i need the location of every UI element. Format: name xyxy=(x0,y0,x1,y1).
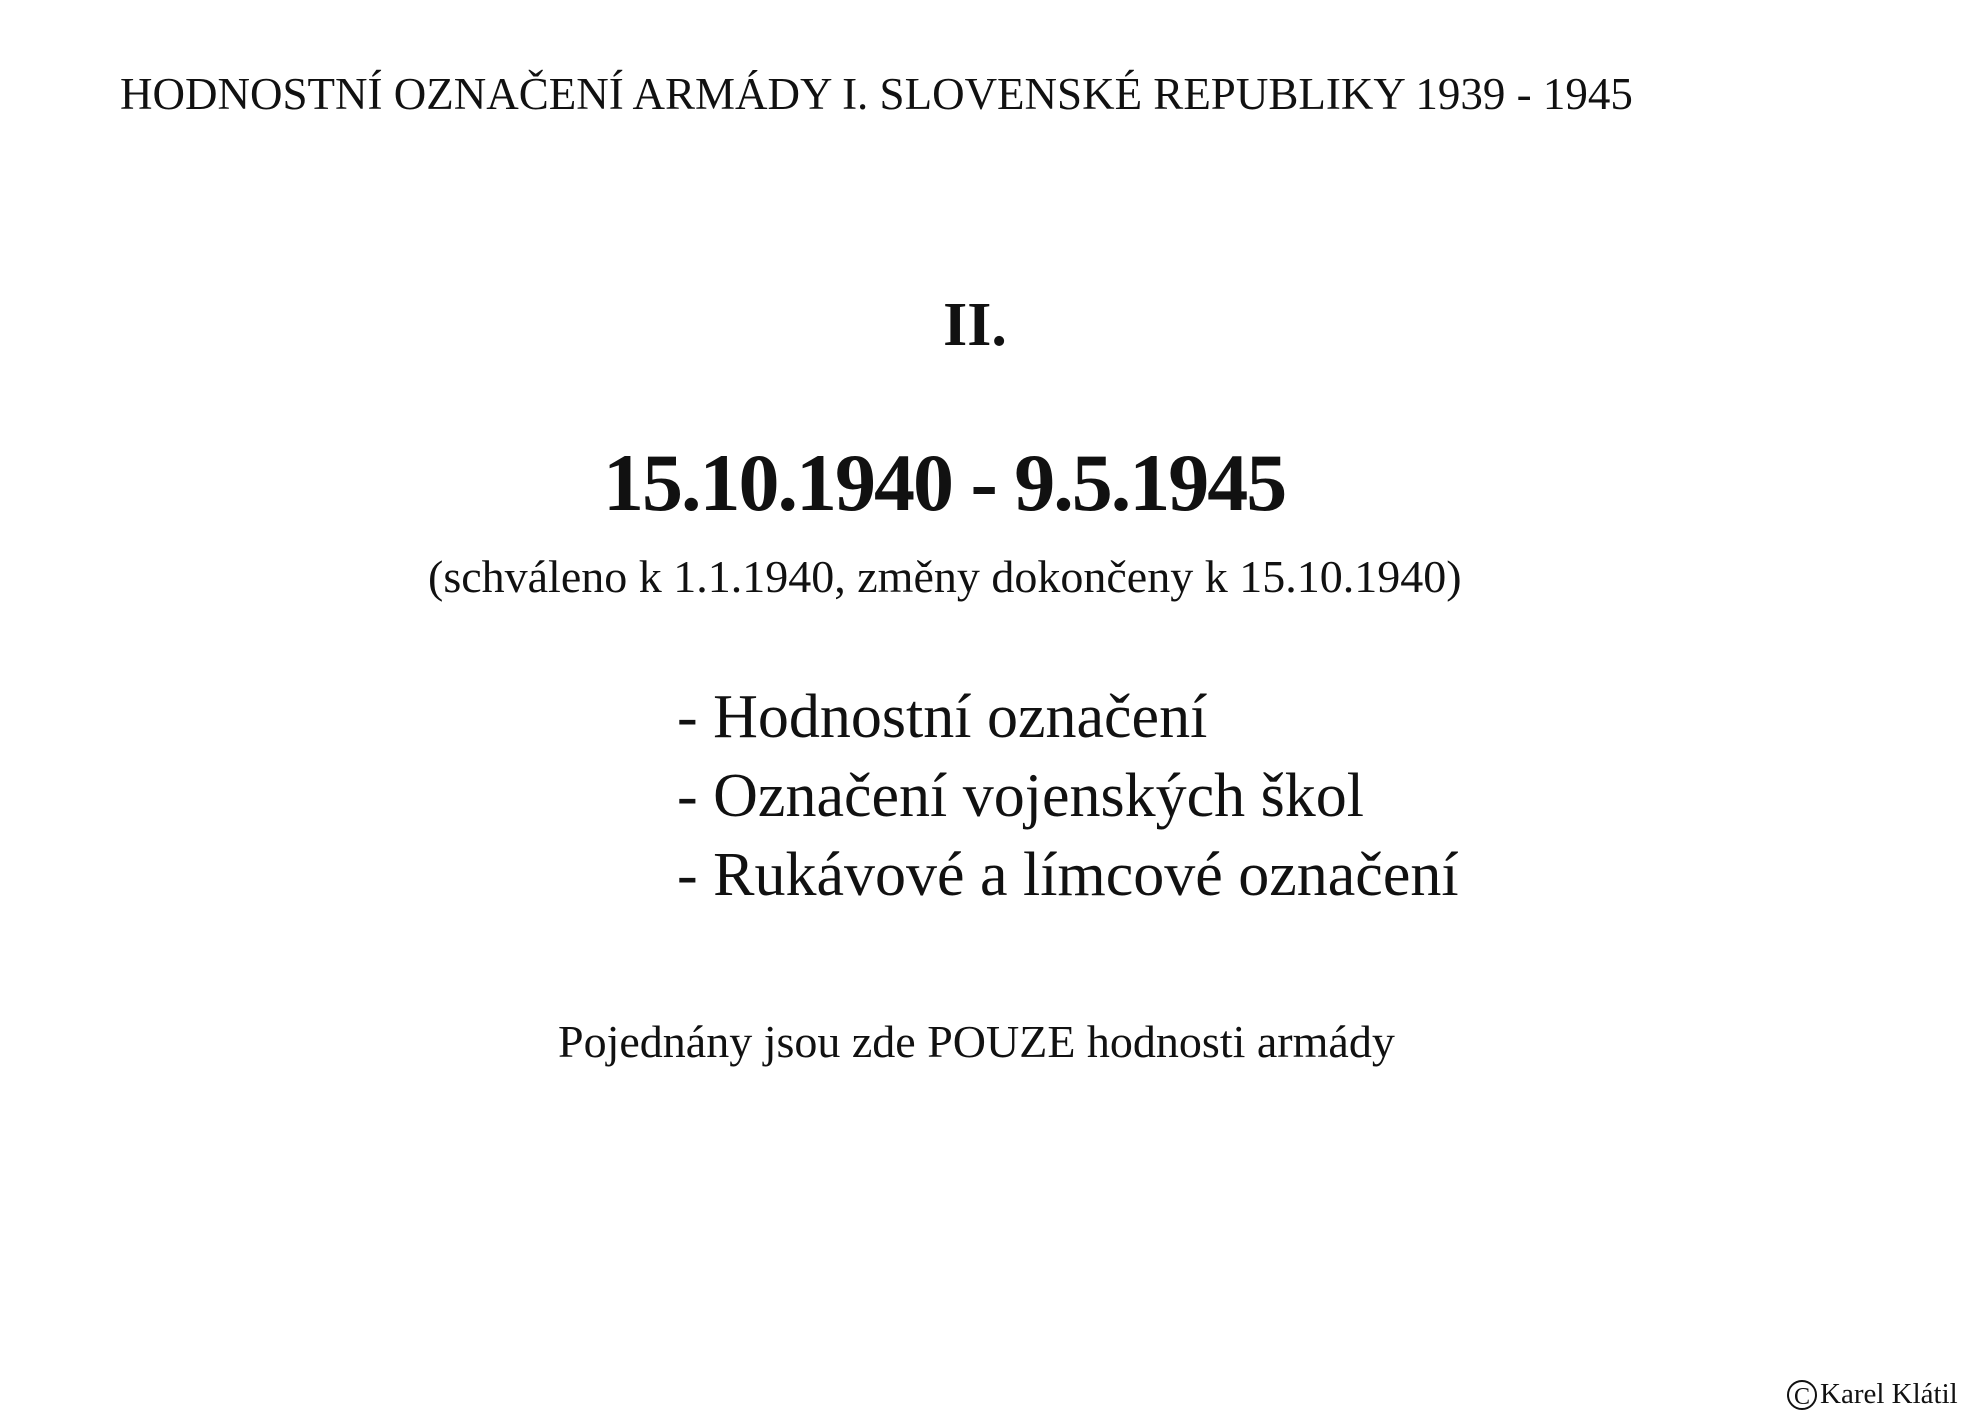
topic-list xyxy=(677,678,1459,915)
author-name: Karel Klátil xyxy=(1820,1378,1958,1410)
section-number: II. xyxy=(943,291,1007,359)
scope-note: Pojednány jsou zde POUZE hodnosti armády xyxy=(558,1016,1395,1067)
copyright-icon: C xyxy=(1787,1380,1817,1410)
topic-item-rank-insignia: - Hodnostní označení xyxy=(677,683,1208,751)
approval-note: (schváleno k 1.1.1940, změny dokončeny k 15.10.1940) xyxy=(428,551,1462,602)
date-range-heading: 15.10.1940 - 9.5.1945 xyxy=(603,437,1286,528)
copyright-notice xyxy=(1787,1378,1958,1411)
topic-item-sleeve-collar-insignia: - Rukávové a límcové označení xyxy=(677,841,1459,909)
topic-item-military-schools: - Označení vojenských škol xyxy=(677,762,1364,830)
page-title: HODNOSTNÍ OZNAČENÍ ARMÁDY I. SLOVENSKÉ REPUBLIKY 1939 - 1945 xyxy=(120,69,1633,119)
